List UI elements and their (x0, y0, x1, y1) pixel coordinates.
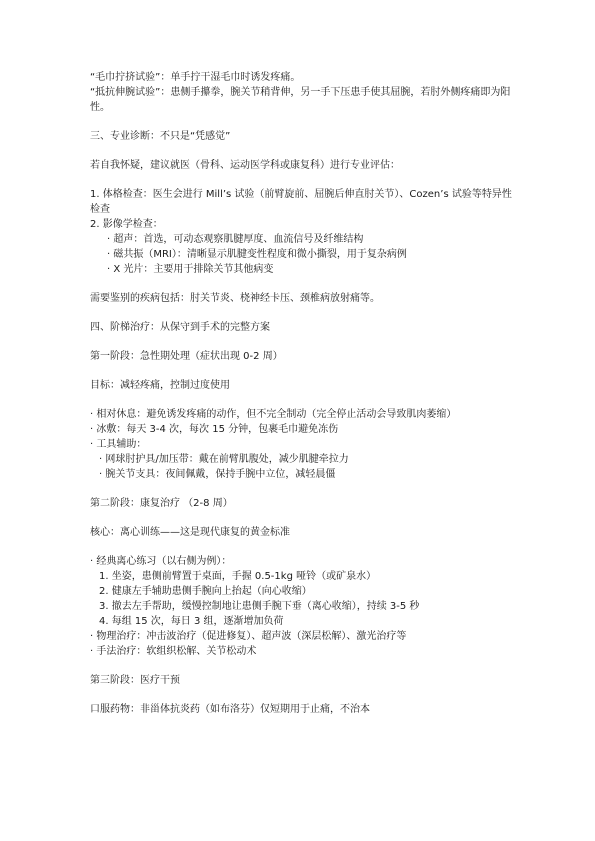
section3-title: 三、专业诊断：不只是“凭感觉” (90, 131, 231, 142)
stage1-title: 第一阶段：急性期处理（症状出现 0-2 周） (90, 351, 283, 362)
stage2-step: 4. 每组 15 次，每日 3 组，逐渐增加负荷 (99, 616, 284, 627)
imaging-item: · X 光片：主要用于排除关节其他病变 (107, 264, 274, 275)
exam-item-2: 2. 影像学检查： (90, 219, 163, 230)
stage1-tool-item: · 腕关节支具：夜间佩戴，保持手腕中立位，减轻晨僵 (99, 469, 336, 480)
stage2-core: 核心：离心训练——这是现代康复的黄金标准 (90, 527, 290, 538)
section4-title: 四、阶梯治疗：从保守到手术的完整方案 (90, 322, 270, 333)
imaging-item: · 超声：首选，可动态观察肌腱厚度、血流信号及纤维结构 (107, 234, 364, 245)
stage2-other: · 物理治疗：冲击波治疗（促进修复）、超声波（深层松解）、激光治疗等 (90, 631, 407, 642)
imaging-item: · 磁共振（MRI）：清晰显示肌腱变性程度和微小撕裂，用于复杂病例 (107, 249, 407, 260)
stage1-item: · 冰敷：每天 3-4 次，每次 15 分钟，包裹毛巾避免冻伤 (90, 424, 339, 435)
stage2-step: 3. 撤去左手帮助，缓慢控制地让患侧手腕下垂（离心收缩），持续 3-5 秒 (99, 601, 420, 612)
stage2-other: · 手法治疗：软组织松解、关节松动术 (90, 646, 257, 657)
stage2-classic: · 经典离心练习（以右侧为例）： (90, 556, 232, 567)
oral-drug: 口服药物：非甾体抗炎药（如布洛芬）仅短期用于止痛，不治本 (90, 704, 370, 715)
document-page (90, 70, 515, 717)
stage1-item: · 工具辅助： (90, 439, 147, 450)
test-towel: “毛巾拧挤试验”：单手拧干湿毛巾时诱发疼痛。 (90, 72, 301, 83)
stage2-step: 1. 坐姿，患侧前臂置于桌面，手握 0.5-1kg 哑铃（或矿泉水） (99, 571, 377, 582)
stage1-goal: 目标：减轻疼痛，控制过度使用 (90, 380, 230, 391)
stage1-item: · 相对休息：避免诱发疼痛的动作，但不完全制动（完全停止活动会导致肌肉萎缩） (90, 409, 457, 420)
stage1-tool-item: · 网球肘护具/加压带：戴在前臂肌腹处，减少肌腱牵拉力 (99, 454, 349, 465)
test-resist: “抵抗伸腕试验”：患侧手攥拳，腕关节稍背伸，另一手下压患手使其屈腕，若肘外侧疼痛即为阳性。 (90, 87, 511, 113)
exam-item-1: 1. 体格检查：医生会进行 Mill’s 试验（前臂旋前、屈腕后伸直肘关节）、Cozen’s 试验等特异性检查 (90, 189, 512, 215)
stage2-title: 第二阶段：康复治疗 （2-8 周） (90, 498, 233, 509)
stage2-step: 2. 健康左手辅助患侧手腕向上抬起（向心收缩） (99, 586, 312, 597)
stage3-title: 第三阶段：医疗干预 (90, 675, 180, 686)
section3-intro: 若自我怀疑，建议就医（骨科、运动医学科或康复科）进行专业评估： (90, 160, 400, 171)
differential-diagnosis: 需要鉴别的疾病包括：肘关节炎、桡神经卡压、颈椎病放射痛等。 (90, 293, 380, 304)
